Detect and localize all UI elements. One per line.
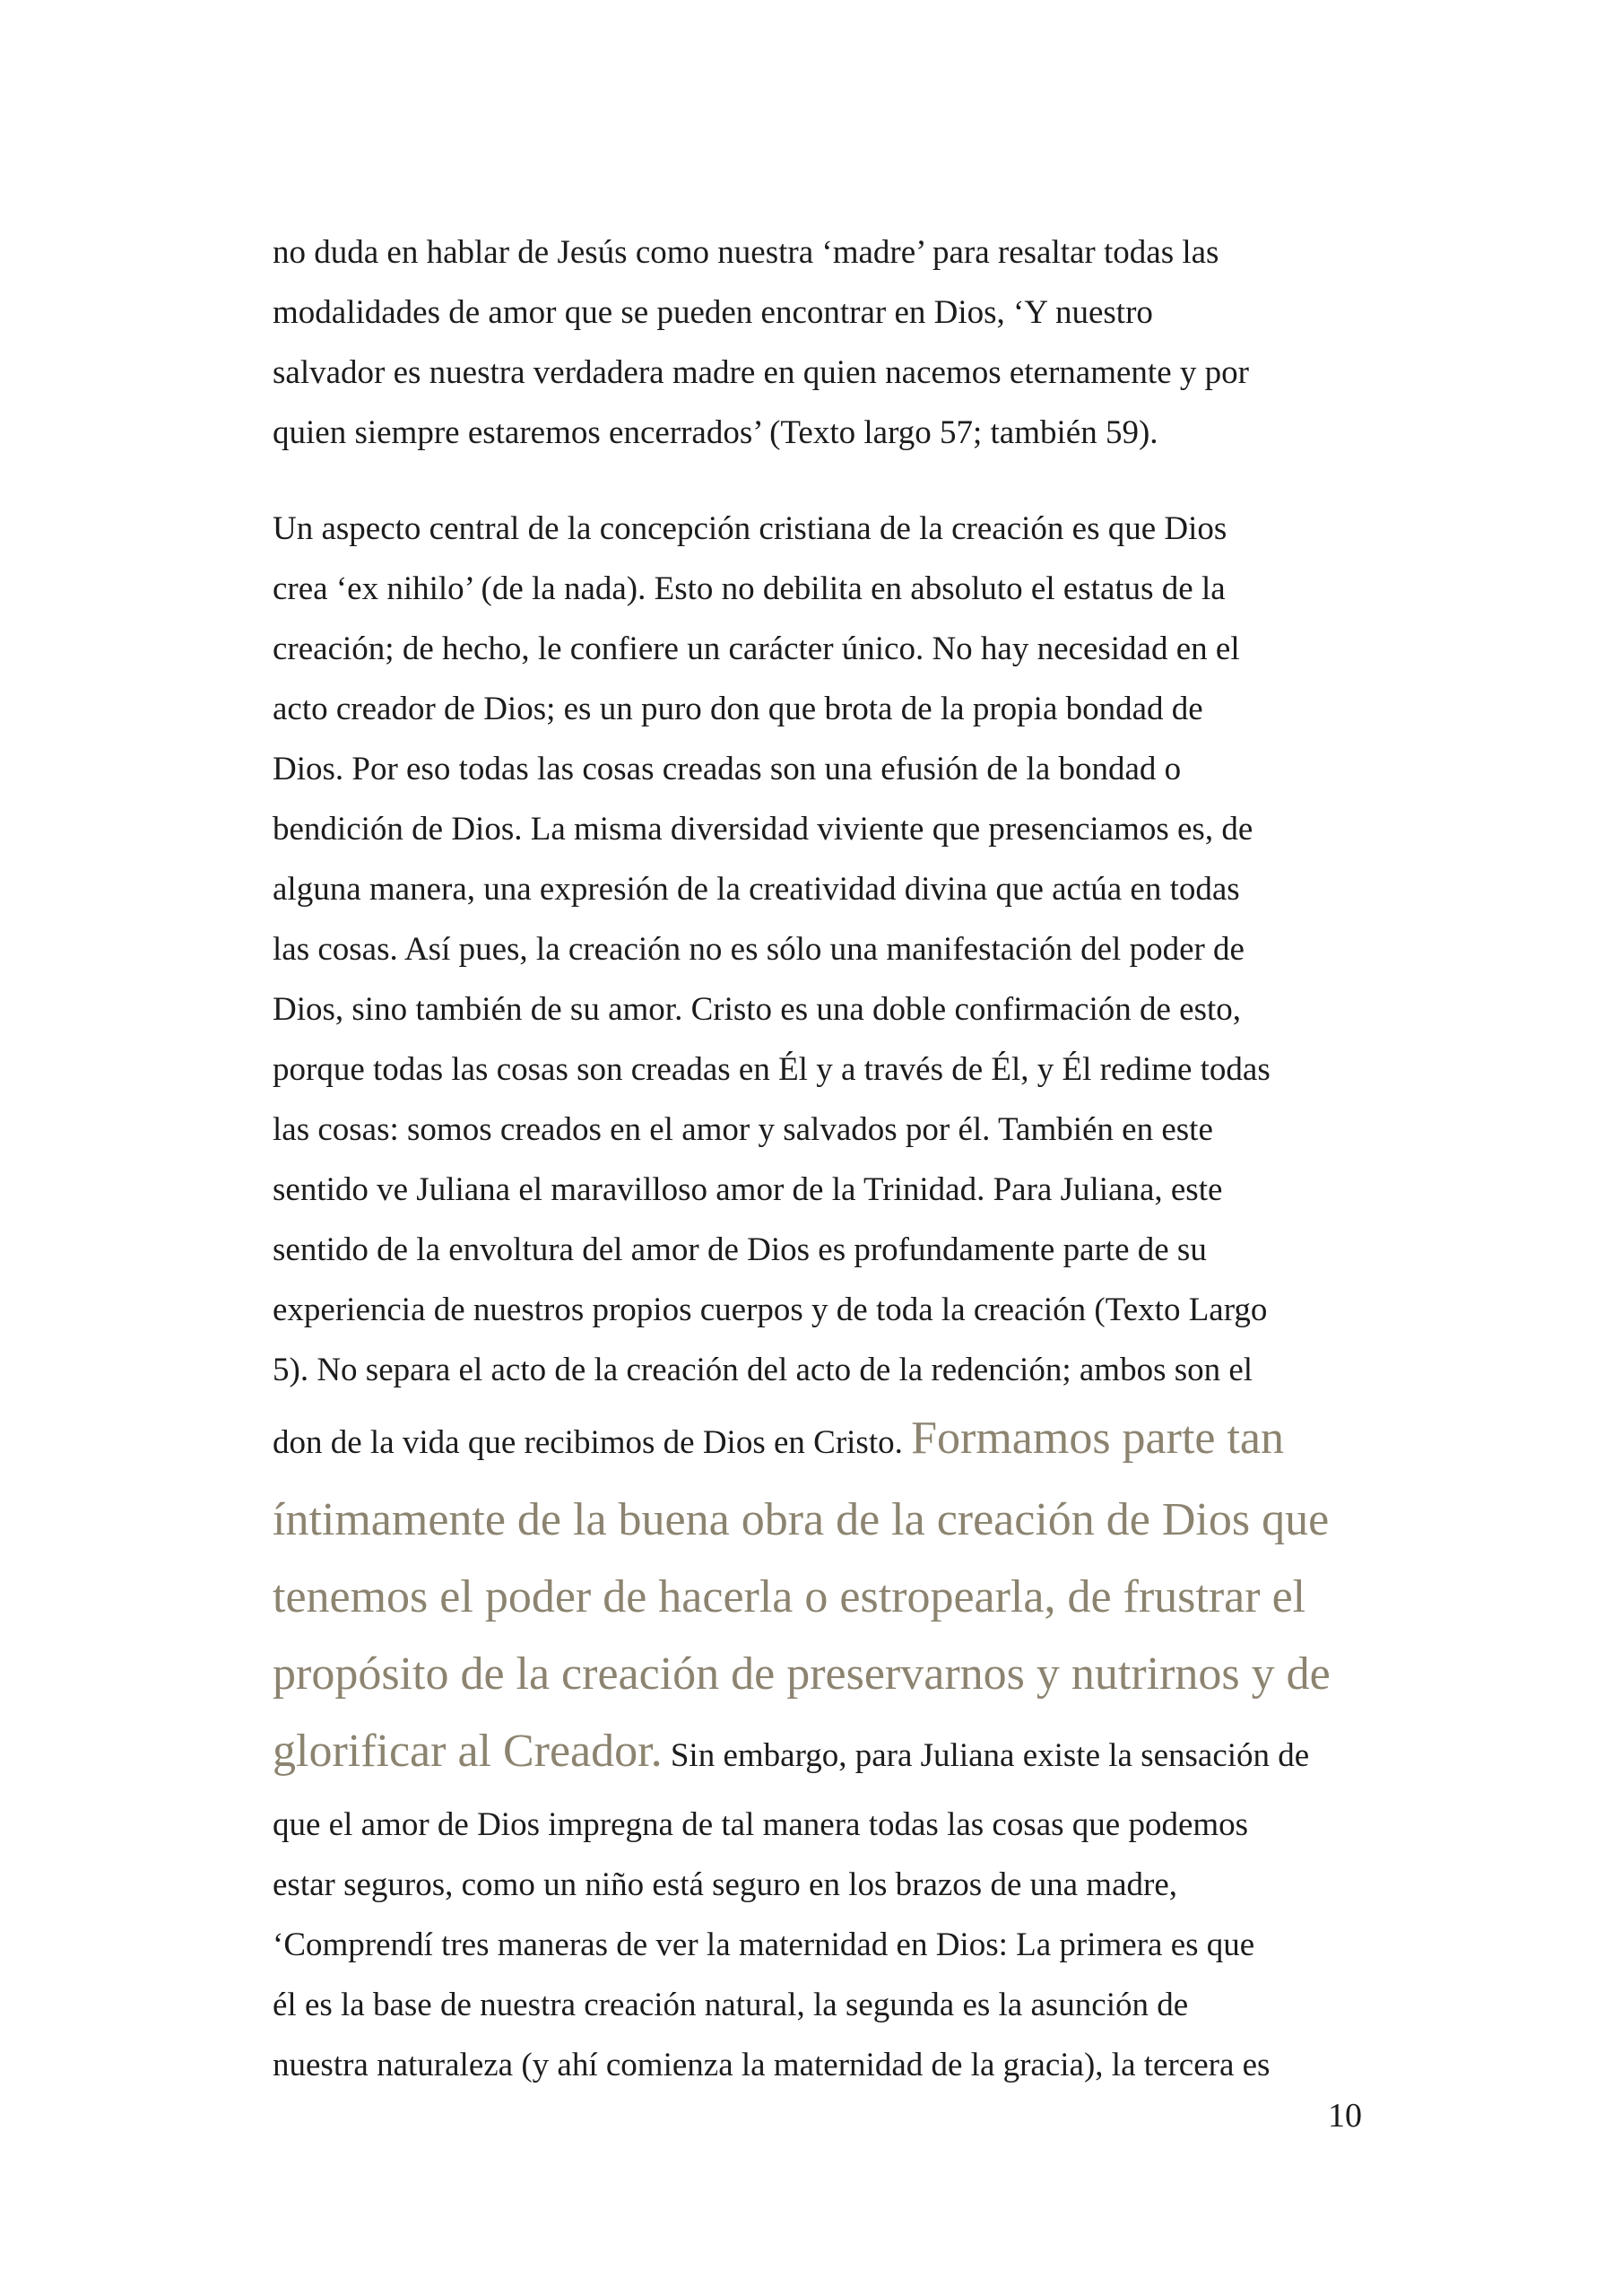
text-line: porque todas las cosas son creadas en Él y a través de Él, y Él redime todas: [273, 1051, 1271, 1088]
text-segment: don de la vida que recibimos de Dios en Cristo.: [273, 1424, 912, 1461]
paragraph-1: [273, 222, 1366, 463]
text-line: acto creador de Dios; es un puro don que brota de la propia bondad de: [273, 691, 1203, 727]
text-line: él es la base de nuestra creación natural, la segunda es la asunción de: [273, 1987, 1189, 2023]
text-line: Un aspecto central de la concepción cristiana de la creación es que Dios: [273, 510, 1227, 547]
mixed-line-quote-end: [273, 1713, 1366, 1795]
pull-quote-line: íntimamente de la buena obra de la creación de Dios que: [273, 1494, 1330, 1545]
text-line: quien siempre estaremos encerrados’ (Texto largo 57; también 59).: [273, 414, 1158, 451]
text-line: nuestra naturaleza (y ahí comienza la maternidad de la gracia), la tercera es: [273, 2047, 1271, 2083]
text-line: que el amor de Dios impregna de tal manera todas las cosas que podemos: [273, 1806, 1249, 1843]
text-line: salvador es nuestra verdadera madre en quien nacemos eternamente y por: [273, 354, 1249, 391]
text-line: Dios. Por eso todas las cosas creadas son una efusión de la bondad o: [273, 751, 1182, 787]
text-line: Dios, sino también de su amor. Cristo es una doble confirmación de esto,: [273, 991, 1241, 1028]
text-line: modalidades de amor que se pueden encontrar en Dios, ‘Y nuestro: [273, 294, 1153, 331]
text-line: las cosas: somos creados en el amor y salvados por él. También en este: [273, 1111, 1213, 1148]
pull-quote-line: propósito de la creación de preservarnos y nutrirnos y de: [273, 1648, 1331, 1700]
text-line: alguna manera, una expresión de la creatividad divina que actúa en todas: [273, 871, 1240, 908]
text-line: 5). No separa el acto de la creación del acto de la redención; ambos son el: [273, 1352, 1253, 1388]
text-line: no duda en hablar de Jesús como nuestra ‘madre’ para resaltar todas las: [273, 234, 1219, 271]
page-number: 10: [1328, 2097, 1362, 2135]
text-line: crea ‘ex nihilo’ (de la nada). Esto no debilita en absoluto el estatus de la: [273, 570, 1226, 607]
text-line: sentido de la envoltura del amor de Dios es profundamente parte de su: [273, 1231, 1207, 1268]
text-line: ‘Comprendí tres maneras de ver la maternidad en Dios: La primera es que: [273, 1926, 1255, 1963]
text-line: experiencia de nuestros propios cuerpos y de toda la creación (Texto Largo: [273, 1292, 1268, 1328]
text-line: creación; de hecho, le confiere un carácter único. No hay necesidad en el: [273, 631, 1240, 667]
mixed-line-quote-start: [273, 1400, 1366, 1482]
pull-quote-text: glorificar al Creador.: [273, 1726, 663, 1777]
text-line: sentido ve Juliana el maravilloso amor de la Trinidad. Para Juliana, este: [273, 1171, 1223, 1208]
text-line: las cosas. Así pues, la creación no es sólo una manifestación del poder de: [273, 931, 1245, 968]
text-line: estar seguros, como un niño está seguro en los brazos de una madre,: [273, 1866, 1177, 1903]
text-line: bendición de Dios. La misma diversidad viviente que presenciamos es, de: [273, 811, 1253, 848]
text-segment: Sin embargo, para Juliana existe la sensación de: [662, 1737, 1310, 1774]
pull-quote-line: tenemos el poder de hacerla o estropearla, de frustrar el: [273, 1571, 1306, 1622]
pull-quote-text: Formamos parte tan: [911, 1413, 1285, 1464]
paragraph-2: [273, 499, 1366, 2095]
